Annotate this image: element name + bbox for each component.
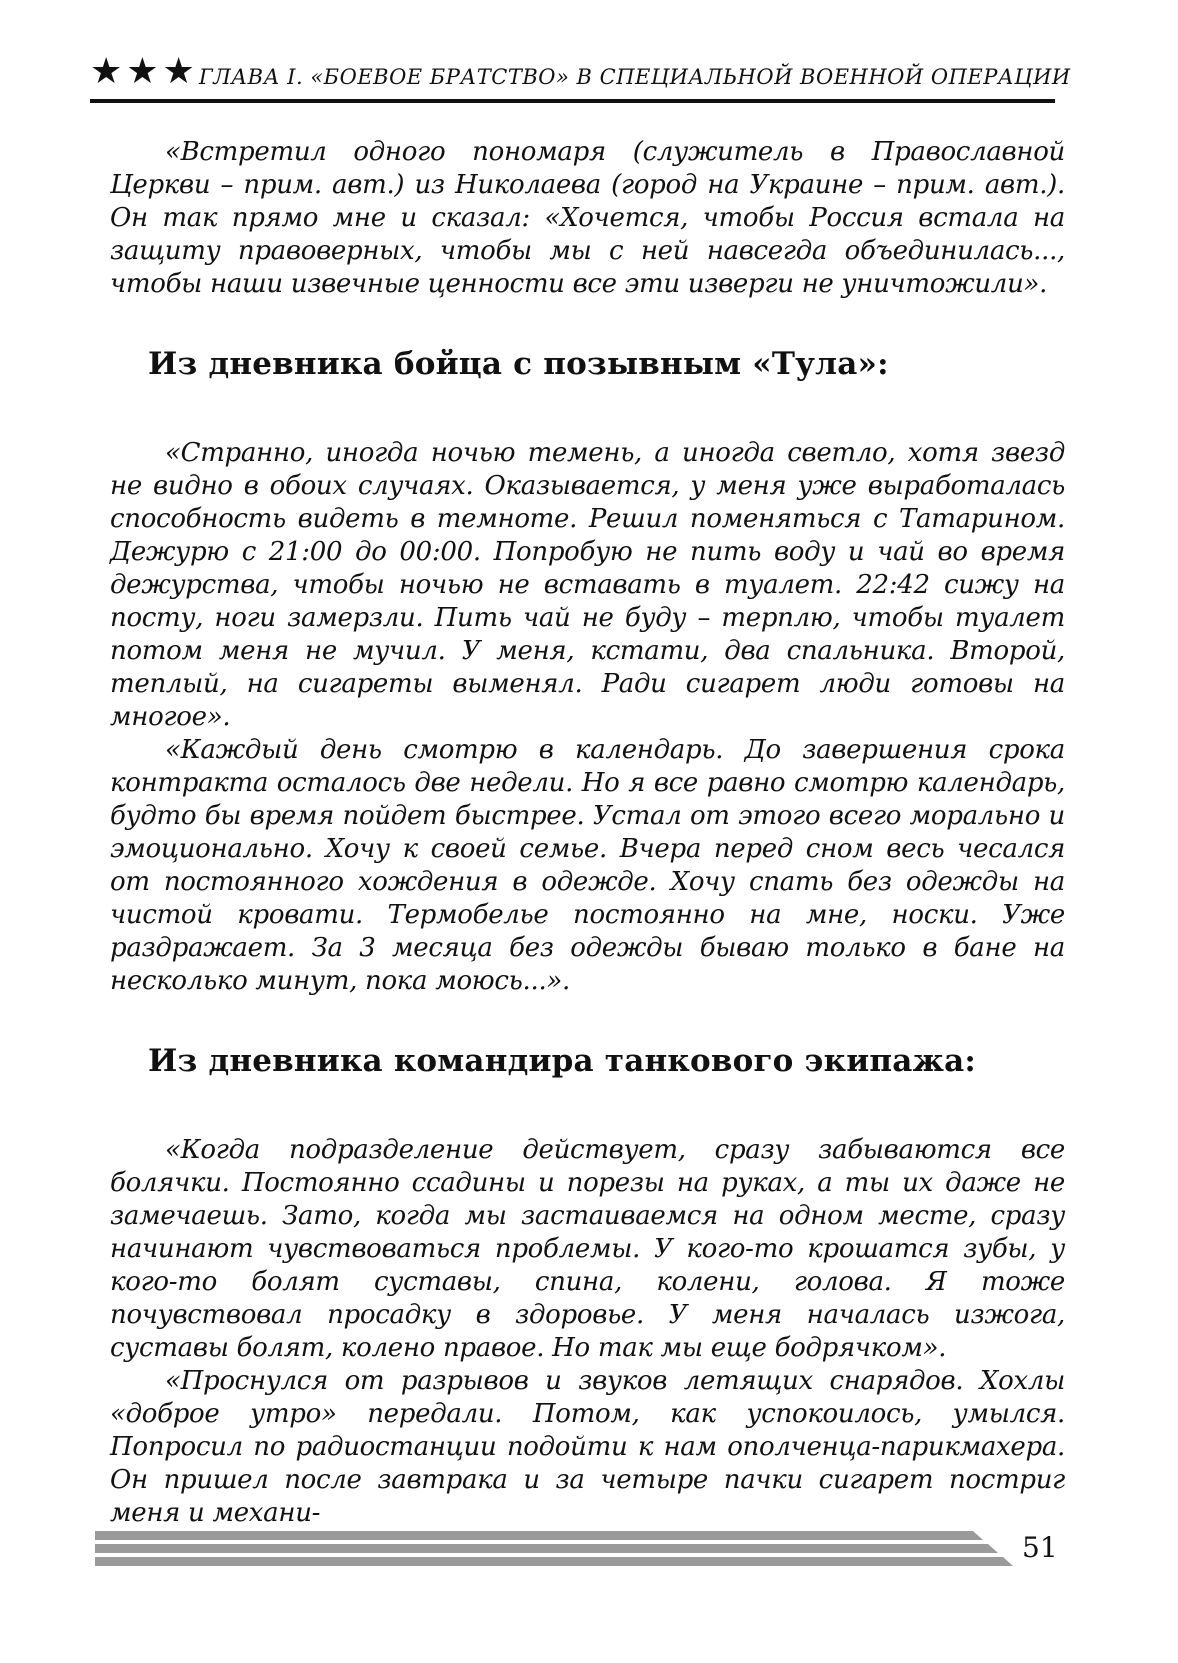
paragraph-ponomar-quote: «Встретил одного пономаря (служитель в Православной Церкви – прим. авт.) из Николаева (город на Украине – прим. авт.). Он так прямо мне и сказал: «Хочется, чтобы Россия встала на защиту правоверных, чтобы мы с ней навсегда объединилась..., чтобы наши извечные ценности все эти изверги не уничтожили». bbox=[110, 137, 1065, 299]
footer-stripe-decoration bbox=[95, 1544, 998, 1553]
page-content bbox=[110, 136, 1065, 1530]
section-heading-tank-commander-diary: Из дневника командира танкового экипажа: bbox=[148, 1043, 977, 1079]
section-heading-tula-diary: Из дневника бойца с позывным «Тула»: bbox=[148, 346, 889, 382]
three-stars-icon: ★★★ bbox=[90, 51, 199, 92]
paragraph-night-duty: «Странно, иногда ночью темень, а иногда светло, хотя звезд не видно в обоих случаях. Оказывается, у меня уже выработалась способность видеть в темноте. Решил поменяться с Татарином. Дежурю с 21:00 до 00:00. Попробую не пить воду и чай во время дежурства, чтобы ночью не вставать в туалет. 22:42 сижу на посту, ноги замерзли. Пить чай не буду – терплю, чтобы туалет потом меня не мучил. У меня, кстати, два спальника. Второй, теплый, на сигареты выменял. Ради сигарет люди готовы на многое». bbox=[110, 438, 1065, 732]
header-rule bbox=[90, 99, 1055, 103]
footer-stripe-decoration bbox=[95, 1531, 983, 1540]
chapter-running-title: ГЛАВА I. «БОЕВОЕ БРАТСТВО» В СПЕЦИАЛЬНОЙ ВОЕННОЙ ОПЕРАЦИИ bbox=[198, 65, 1071, 89]
paragraph-unit-health: «Когда подразделение действует, сразу забываются все болячки. Постоянно ссадины и порезы на руках, а ты их даже не замечаешь. Зато, когда мы застаиваемся на одном месте, сразу начинают чувствоваться проблемы. У кого-то крошатся зубы, у кого-то болят суставы, спина, колени, голова. Я тоже почувствовал просадку в здоровье. У меня началась изжога, суставы болят, колено правое. Но так мы еще бодрячком». bbox=[110, 1135, 1065, 1363]
paragraph-calendar: «Каждый день смотрю в календарь. До завершения срока контракта осталось две недели. Но я все равно смотрю календарь, будто бы время пойдет быстрее. Устал от этого всего морально и эмоционально. Хочу к своей семье. Вчера перед сном весь чесался от постоянного хождения в одежде. Хочу спать без одежды на чистой кровати. Термобелье постоянно на мне, носки. Уже раздражает. За 3 месяца без одежды бываю только в бане на несколько минут, пока моюсь...». bbox=[110, 735, 1065, 996]
page-number: 51 bbox=[1022, 1531, 1058, 1564]
paragraph-morning-shelling: «Проснулся от разрывов и звуков летящих снарядов. Хохлы «доброе утро» передали. Потом, как успокоилось, умылся. Попросил по радиостанции подойти к нам ополченца-парикмахера. Он пришел после завтрака и за четыре пачки сигарет постриг меня и механи- bbox=[110, 1366, 1065, 1528]
page-header bbox=[90, 51, 1071, 92]
footer-stripe-decoration bbox=[95, 1557, 1013, 1566]
